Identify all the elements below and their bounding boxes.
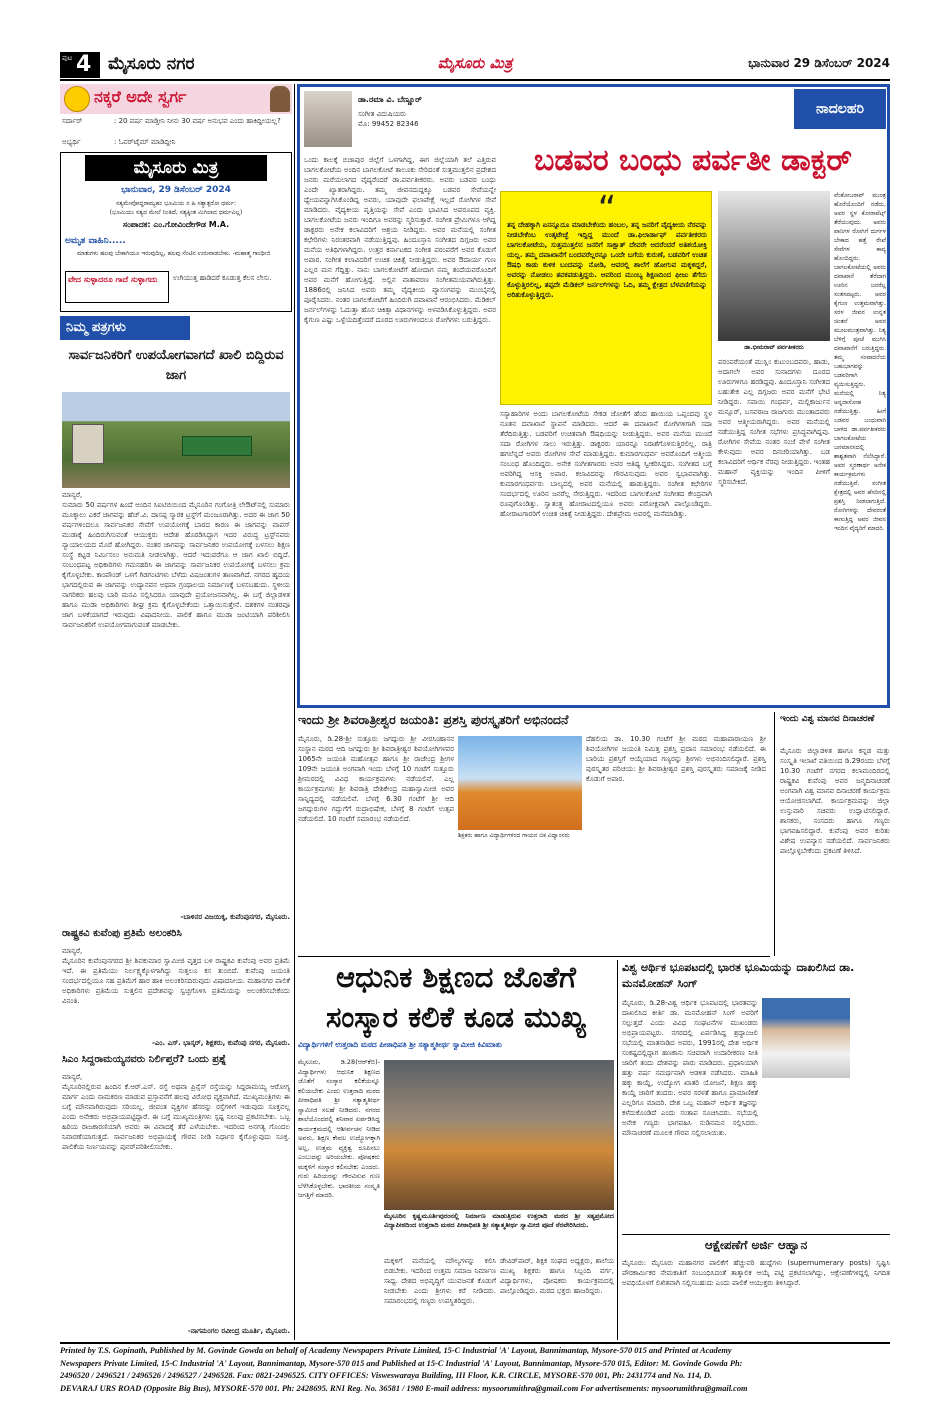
proverb-right: ಉಗಿಯುತ್ತ ಹಾಡಿದರೆ ಕೂಡುತ್ತ ಕೆಲಸ ಲೇಸು. <box>173 274 272 282</box>
editorial-box <box>60 152 292 312</box>
footer-rule <box>60 1342 890 1344</box>
objection-body: ಮೈಸೂರು: ಮೈಸೂರು ಮಹಾನಗರ ಪಾಲಿಕೆಗೆ ಹೆಚ್ಚುವರಿ ಹುದ್ದೆಗಳು (supernumerary posts) ಸೃಷ್ಟಿಸಿ ಪೌರಕಾರ್ಮಿಕರ ನೇಮಕಾತಿಗೆ ಸಂಬಂಧಿಸಿದಂತೆ ತಾತ್ಕಾಲಿಕ ಆಯ್ಕೆ ಪಟ್ಟಿ ಪ್ರಕಟಿಸಲಾಗಿದ್ದು, ಆಕ್ಷೇಪಣೆಗಳಿದ್ದಲ್ಲಿ ನಿಗದಿತ ಅವಧಿಯೊಳಗೆ ಲಿಖಿತವಾಗಿ ಸಲ್ಲಿಸಬಹುದು ಎಂದು ಪಾಲಿಕೆ ಆಯುಕ್ತರು ತಿಳಿಸಿದ್ದಾರೆ. <box>622 1259 890 1287</box>
shivaratri-image-caption: ಶಿಕ್ಷಕರು ಹಾಗೂ ವಿದ್ಯಾರ್ಥಿಗಳಿಂದ ಗಾಯನ ಬಿಕ ವಿದ್ವಾಂಸರು <box>458 832 570 839</box>
editorial-logo: ಮೈಸೂರು ಮಿತ್ರ <box>85 155 267 181</box>
amruta-text: ಮಾತುಗಳು ಹಲವು ಬೇಕಾಗಿಯೂ ಇರುವುದಿಲ್ಲ, ಹಲವು ಸೆಂಟಿನ ಉರುವಾಡಬೇಕು. -ಮಹಾತ್ಮ ಗಾಂಧೀಜಿ <box>77 250 271 257</box>
objection-headline: ಆಕ್ಷೇಪಣೆಗೆ ಅರ್ಜಿ ಆಹ್ವಾನ <box>704 1238 808 1252</box>
manava-day-headline: ಇಂದು ವಿಶ್ವ ಮಾನವ ದಿನಾಚರಣೆ <box>780 714 875 724</box>
masthead-rule <box>60 79 890 81</box>
letter2-body: ಮೈಸೂರಿನ ಕುವೆಂಪುನಗರದ ಶ್ರೀ ಶಿವಕುಮಾರ ಸ್ವಾಮೀಜಿ ವೃತ್ತದ ಬಳಿ ರಾಷ್ಟ್ರಕವಿ ಕುವೆಂಪು ಅವರ ಪ್ರತಿಮೆ ಇದೆ. ಈ ಪ್ರತಿಮೆಯು ನಿರ್ಲಕ್ಷ್ಯಕ್ಕೊಳಗಾಗಿದ್ದು ಸುತ್ತಲೂ ಕಸ ತುಂಬಿದೆ. ಕುವೆಂಪು ಜಯಂತಿ ಸಂದರ್ಭದಲ್ಲಿಯೂ ಸಹ ಪ್ರತಿಮೆಗೆ ಹಾರ ಹಾಕಿ ಅಲಂಕರಿಸದಿರುವುದು ವಿಷಾದನೀಯ. ಮಹಾನಗರ ಪಾಲಿಕೆ ಅಧಿಕಾರಿಗಳು ಪ್ರತಿಮೆಯ ಸುತ್ತಲಿನ ಪ್ರದೇಶವನ್ನು ಸ್ವಚ್ಛಗೊಳಿಸಿ ಪ್ರತಿಮೆಯನ್ನು ಅಲಂಕರಿಸಬೇಕೆಂದು ವಿನಂತಿ. <box>62 957 290 1005</box>
lower-right-divider <box>617 960 618 1340</box>
manmohan-headline: ವಿಶ್ವ ಆರ್ಥಿಕ ಭೂಪಟದಲ್ಲಿ ಭಾರತ ಭೂಮಿಯನ್ನು ದಾಖಲಿಸಿದ ಡಾ. ಮನಮೋಹನ್ ಸಿಂಗ್ <box>622 961 855 990</box>
education-subhead: ವಿದ್ಯಾರ್ಥಿಗಳಿಗೆ ಉತ್ತರಾದಿ ಮಠದ ಪೀಠಾಧಿಪತಿ ಶ್ರೀ ಸತ್ಯಾತ್ಮತೀರ್ಥ ಸ್ವಾಮೀಜಿ ಕಿವಿಮಾತು <box>298 1040 502 1049</box>
feature-col4: ವೆಂಕೋಬರಾವ್ ಮುಂತ್ರ ಹೊರೆಯೊಂದಿಗೆ ನಡೆದು, ಅವರ ಸ್ಥಳ ಕೋರಾಪೆಟ್ಸ್ ತೆರೆಯುವುದು. ಅವರು ಪಾನಿಗಳ ರೋಗಿಗೆ ದುರ್ಗಳ ಬೇಕಾದ ಹತ್ತೆ ರೇಖೆ ಸೇವೆಗಳ ಕಾವ್ಯ ಹೊಂದಿದ್ದರು. ಬಾಗಲಕೋಟೆಯಲ್ಲಿ ಅವರು ದವಾಖಾನೆ ತೆರೆದಾಗ ಊರಿನ ಜನರೆಲ್ಲ ಸಂತಸಪಟ್ಟರು. ಅವರ ಕೈಗುಣ ಉತ್ತಮವಾಗಿತ್ತು. ಸರಳ ಜೀವನ ಉನ್ನತ ಚಿಂತನೆ ಅವರ ಮೂಲಮಂತ್ರವಾಗಿತ್ತು. ನಿತ್ಯ ಬೆಳಿಗ್ಗೆ ಪೂಜೆ ಮುಗಿಸಿ ದವಾಖಾನೆಗೆ ಬರುತ್ತಿದ್ದರು. ತಮ್ಮ ಸಂಪಾದನೆಯ ಬಹುಭಾಗವನ್ನು ಬಡವರಿಗಾಗಿ ವ್ಯಯಿಸುತ್ತಿದ್ದರು. ಮನೆಯಲ್ಲಿ ನಿತ್ಯ ಅನ್ನದಾಸೋಹ ನಡೆಯುತ್ತಿತ್ತು. ಹೀಗೆ ಬಡವರ ಬಂಧುವಾಗಿ ಬಾಳಿದ ಡಾ.ಪರ್ವತೀಕರರು ಬಾಗಲಕೋಟೆಯ ಜನಮಾನಸದಲ್ಲಿ ಶಾಶ್ವತವಾಗಿ ನೆಲೆಸಿದ್ದಾರೆ. ಅವರ ಸ್ಮರಣಾರ್ಥ ಅನೇಕ ಕಾರ್ಯಕ್ರಮಗಳು ನಡೆಯುತ್ತಿವೆ. ಸಂಗೀತ ಕ್ಷೇತ್ರದಲ್ಲಿ ಅವರ ಹೆಸರಿನಲ್ಲಿ ಪ್ರಶಸ್ತಿ ನೀಡಲಾಗುತ್ತಿದೆ. ರೋಗಿಗಳನ್ನು ದೇವರಂತೆ ಕಾಣುತ್ತಿದ್ದ ಅವರ ಜೀವನ ಇಂದಿನ ವೈದ್ಯರಿಗೆ ಮಾದರಿ. <box>834 192 886 532</box>
letter3-body: ಮೈಸೂರಿನಲ್ಲಿರುವ ಹಿಂದಿನ ಕೆ.ಆರ್.ಎಸ್. ರಸ್ತೆ ಅಥವಾ ಪ್ರಿನ್ಸೆಸ್ ರಸ್ತೆಯನ್ನು ಸಿದ್ದರಾಮಯ್ಯ ಆರೋಗ್ಯ ಮಾರ್ಗ ಎಂದು ನಾಮಕರಣ ಮಾಡುವ ಪ್ರಸ್ತಾವನೆಗೆ ಹಲವು ವಿರೋಧ ವ್ಯಕ್ತವಾಗಿದೆ. ಮುಖ್ಯಮಂತ್ರಿಗಳು ಈ ಬಗ್ಗೆ ಮೌನವಾಗಿರುವುದು ಸರಿಯಲ್ಲ. ಜೀವಂತ ವ್ಯಕ್ತಿಗಳ ಹೆಸರನ್ನು ರಸ್ತೆಗಳಿಗೆ ಇಡುವುದು ಸೂಕ್ತವಲ್ಲ ಎಂದು ಅನೇಕರು ಅಭಿಪ್ರಾಯಪಟ್ಟಿದ್ದಾರೆ. ಈ ಬಗ್ಗೆ ಮುಖ್ಯಮಂತ್ರಿಗಳು ಸ್ಪಷ್ಟ ನಿಲುವು ಪ್ರಕಟಿಸಬೇಕು. ಒಬ್ಬ ಹಿರಿಯ ರಾಜಕಾರಣಿಯಾಗಿ ಅವರು ಈ ವಿವಾದಕ್ಕೆ ತೆರೆ ಎಳೆಯಬೇಕು. ಇದರಿಂದ ಅನಗತ್ಯ ಗೊಂದಲ ನಿವಾರಣೆಯಾಗುತ್ತದೆ. ಸಾರ್ವಜನಿಕರ ಅಭಿಪ್ರಾಯಕ್ಕೆ ಗೌರವ ನೀಡಿ ನಿರ್ಧಾರ ಕೈಗೊಳ್ಳುವುದು ಸೂಕ್ತ. ಪಾಲಿಕೆಯ ನಿರ್ಣಯವನ್ನು ಪುನರ್‌ಪರಿಶೀಲಿಸಬೇಕು. <box>62 1083 290 1151</box>
imprint-line-1: Printed by T.S. Gopinath, Published by M. Govinde Gowda on behalf of Academy Newspapers Private Limited, 15-C Industrial 'A' Layout, Bannimantap, Mysore-570 015 and Printed at Academy <box>60 1346 732 1355</box>
page-label: ಪುಟ <box>62 54 73 62</box>
vacant-land-photo <box>62 392 290 488</box>
humor-title: ನಕ್ಕರೆ ಅದೇ ಸ್ವರ್ಗ <box>94 87 187 106</box>
imprint-line-2: Newspapers Private Limited, 15-C Industrial 'A' Layout, Bannimantap, Mysore-570 015 and Published at 15-C Industrial 'A' Layout, Bannimantap, Mysore-570 015, Editor: M. Govinde Gowda Ph: <box>60 1358 743 1368</box>
feature-col2: ಸಸ್ಯಾಹಾರಿಗಳ ಅಂದು ಬಾಗಲಕೋಟೆಯ ಸೇಕಡ ಜೋತೆಗೆ ಹೆಂದ ಹಾಯಿಯ ಒಪ್ಪಂದವು ಸ್ಥಳ ನೂತನ ದವಾಖಾನೆ ಸ್ಥಾಪನೆ ಮಾಡಿದರು. ಆದರೆ ಈ ದವಾಖಾನೆ ರೋಗಿಗಳಿಗಾಗಿ ಸದಾ ತೆರೆದಿರುತ್ತಿತ್ತು. ಬಡವರಿಗೆ ಉಚಿತವಾಗಿ ಔಷಧಿಯನ್ನು ನೀಡುತ್ತಿದ್ದರು. ಅವರ ಮನೆಯ ಮುಂದೆ ಸದಾ ರೋಗಿಗಳ ಸಾಲು ಇರುತ್ತಿತ್ತು. ಡಾಕ್ಟರರು ಯಾರನ್ನೂ ನಿರಾಶೆಗೊಳಿಸುತ್ತಿರಲಿಲ್ಲ. ರಾತ್ರಿ ಹಗಲೆನ್ನದೆ ಅವರು ರೋಗಿಗಳ ಸೇವೆ ಮಾಡುತ್ತಿದ್ದರು. ಕುಮಾರಗಂಧರ್ವ ಅವರೊಂದಿಗೆ ಆತ್ಮೀಯ ಸಂಬಂಧ ಹೊಂದಿದ್ದರು. ಅನೇಕ ಸಂಗೀತಗಾರರು ಅವರ ಆತಿಥ್ಯ ಸ್ವೀಕರಿಸಿದ್ದರು. ಸಂಗೀತದ ಬಗ್ಗೆ ಅವರಿಗಿದ್ದ ಆಸಕ್ತಿ ಅಪಾರ. ಕಲಾವಿದರನ್ನು ಗೌರವಿಸುವುದು ಅವರ ಸ್ವಭಾವವಾಗಿತ್ತು. ಕುಮಾರಗಂಧರ್ವರು ಬಾಲ್ಯದಲ್ಲಿ ಅವರ ಮನೆಯಲ್ಲಿ ಹಾಡುತ್ತಿದ್ದರು. ಸಂಗೀತ ಕಛೇರಿಗಳ ಸಂದರ್ಭದಲ್ಲಿ ಊರಿನ ಜನರೆಲ್ಲ ಸೇರುತ್ತಿದ್ದರು. ಇದರಿಂದ ಬಾಗಲಕೋಟೆ ಸಂಗೀತದ ಕೇಂದ್ರವಾಗಿ ರೂಪುಗೊಂಡಿತ್ತು. ಸ್ವಾತಂತ್ರ್ಯ ಹೋರಾಟದಲ್ಲಿಯೂ ಅವರು ಪರೋಕ್ಷವಾಗಿ ಪಾಲ್ಗೊಂಡಿದ್ದರು. ಹೋರಾಟಗಾರರಿಗೆ ಉಚಿತ ಚಿಕಿತ್ಸೆ ನೀಡುತ್ತಿದ್ದರು. ದೇಶಪ್ರೇಮ ಅವರಲ್ಲಿ ಮನೆಮಾಡಿತ್ತು. <box>500 410 712 518</box>
imprint-line-3: 2496520 / 2496521 / 2496526 / 2496527 / 2496528. Fax: 0821-2496525. CITY OFFICES: Visweswaraya Building, III Floor, K.R. CIRCLE, MYSORE-570 001, Ph: 2431774 and No. 114, D. <box>60 1371 712 1380</box>
letter2-title: ರಾಷ್ಟ್ರಕವಿ ಕುವೆಂಪು ಪ್ರತಿಮೆ ಅಲಂಕರಿಸಿ <box>62 928 182 939</box>
quote-mark-icon: “ <box>597 192 617 216</box>
proverb-left: ವೇದ ಸುಳ್ಳಾದರೂ ಗಾದೆ ಸುಳ್ಳಾಗದು <box>65 271 169 303</box>
letter1-signature: -ಬಾಳಿನರ ವಿಜಯಿಕ್ಕ, ಕುವೆಂಪುನಗರ, ಮೈಸೂರು. <box>180 913 290 921</box>
shivaratri-headline: ಇಂದು ಶ್ರೀ ಶಿವರಾತ್ರೀಶ್ವರ ಜಯಂತಿ: ಪ್ರಶಸ್ತಿ ಪುರಸ್ಕೃತರಿಗೆ ಅಭಿನಂದನೆ <box>298 712 569 727</box>
humor-answer-label: ಅಭ್ಯರ್ಥಿ <box>62 138 81 146</box>
shivaratri-bottom-rule <box>298 956 770 957</box>
letter3-salutation: ಮಾನ್ಯರೆ, <box>62 1073 83 1081</box>
editorial-motto: ಸತ್ಯಮೇವೋದ್ಧರಾಮ್ಯಹಂ ಭೂಮಿಯ ನ ಹಿ ಸತ್ಯಾತ್ಪರೋ ಧರ್ಮ: <box>115 200 237 207</box>
letter2-signature: -ಎಂ. ಎಸ್. ಭಾಸ್ಕರ್, ಶಿಕ್ಷಕರು, ಕುವೆಂಪು ನಗರ, ಮೈಸೂರು. <box>152 1039 290 1047</box>
education-headline-line1: ಆಧುನಿಕ ಶಿಕ್ಷಣದ ಜೊತೆಗೆ <box>336 960 576 994</box>
letter1-body: ಸುಮಾರು 50 ವರ್ಷಗಳ ಹಿಂದೆ ಅಂದಿನ ಸಿಐಟಿಬಿಯಿಂದ ಮೈಸೂರಿನ ಗಂಗೋತ್ರಿ ಲೇಔಟ್‌ನಲ್ಲಿ ಸುಮಾರು ಮೂಕ್ಕಾಲು ಎಕರೆ ಜಾಗವನ್ನು ಹೆಚ್.ವಿ. ದಾಸಪ್ಪ ಸ್ಮಾರಕ ಟ್ರಸ್ಟ್‌ಗೆ ಮಂಜೂರಾಗಿತ್ತು. ಅದರ ಈ ಜಾಗ 50 ವರ್ಷಗಳಿಂದಲೂ ಸಾರ್ವಜನಿಕರ ಸೇವೆಗೆ ಉಪಯೋಗಕ್ಕೆ ಬಾರದ ಕಾರಣ ಈ ಜಾಗವನ್ನು ವಾಪಸ್ ಮುಡಾಕ್ಕೆ ಹಿಂದಿರುಗಿಸುವಂತೆ ಆಯುಕ್ತರು ಆದೇಶ ಹೊರಡಿಸಿದ್ದಾಗ ಇದರ ವಿರುದ್ಧ ಟ್ರಸ್ಟ್‌ನವರು ನ್ಯಾಯಾಲಯದ ಮೊರೆ ಹೋಗಿದ್ದರು. ನಂತರ ಜಾಗವನ್ನು ಸಾರ್ವಜನಿಕರ ಉಪಯೋಗಕ್ಕೆ ಬಳಸಲು ಶಿಕ್ಷಣ ಸಂಸ್ಥೆ ಕಟ್ಟಡ ನಿರ್ಮಿಸಲು ಅನುಮತಿ ನೀಡಲಾಗಿತ್ತು. ಆದರೆ ಇದುವರೆಗೂ ಆ ಜಾಗ ಖಾಲಿ ಬಿದ್ದಿದೆ. ಸಂಬಂಧಪಟ್ಟ ಅಧಿಕಾರಿಗಳು ಗಮನಹರಿಸಿ ಈ ಜಾಗವನ್ನು ಸಾರ್ವಜನಿಕರ ಉಪಯೋಗಕ್ಕೆ ಬಳಸಲು ಕ್ರಮ ಕೈಗೊಳ್ಳಬೇಕು. ಕಾಂಪೌಂಡ್ ಒಳಗೆ ಗಿಡಗಂಟಿಗಳು ಬೆಳೆದು ವಿಷಜಂತುಗಳ ತಾಣವಾಗಿದೆ. ನಗರದ ಹೃದಯ ಭಾಗದಲ್ಲಿರುವ ಈ ಜಾಗವನ್ನು ಉದ್ಯಾನವನ ಅಥವಾ ಗ್ರಂಥಾಲಯ ನಿರ್ಮಾಣಕ್ಕೆ ಬಳಸಬಹುದು. ಸ್ಥಳೀಯ ನಾಗರಿಕರು ಹಲವು ಬಾರಿ ಮನವಿ ಸಲ್ಲಿಸಿದರೂ ಯಾವುದೇ ಪ್ರಯೋಜನವಾಗಿಲ್ಲ. ಈ ಬಗ್ಗೆ ಜಿಲ್ಲಾಡಳಿತ ಹಾಗೂ ಮುಡಾ ಅಧಿಕಾರಿಗಳು ಶೀಘ್ರ ಕ್ರಮ ಕೈಗೊಳ್ಳಬೇಕೆಂದು ಒತ್ತಾಯಿಸುತ್ತೇನೆ. ದಶಕಗಳ ನಂತರವೂ ಜಾಗ ಬಳಕೆಯಾಗದೆ ಇರುವುದು ವಿಷಾದನೀಯ. ಪಾಲಿಕೆ ಹಾಗೂ ಮುಡಾ ಜಂಟಿಯಾಗಿ ಪರಿಶೀಲಿಸಿ ಸಾರ್ವಜನಿಕರಿಗೆ ಉಪಯೋಗವಾಗುವಂತೆ ಮಾಡಬೇಕು. <box>62 501 290 629</box>
manmohan-bottom-rule <box>622 1234 890 1235</box>
education-col2: ಮಕ್ಕಳಿಗೆ ಮನೆಯಲ್ಲಿ ಮೌಲ್ಯಗಳನ್ನು ಕಲಿಸಿ ಬಿಡಬೇಕು. ಇದರಿಂದ ಉತ್ತಮ ಸಮಾಜ ನಿರ್ಮಾಣ ಸಾಧ್ಯ. ದೇಶದ ಅಭಿವೃದ್ಧಿಗೆ ಯುವಜನತೆ ಕೊಡುಗೆ ನೀಡಬೇಕು ಎಂದು ಶ್ರೀಗಳು ಕರೆ ನೀಡಿದರು. ಸಮಾರಂಭದಲ್ಲಿ ಗಣ್ಯರು ಉಪಸ್ಥಿತರಿದ್ದರು. <box>384 1257 496 1305</box>
imprint-line-4: DEVARAJ URS ROAD (Opposite Big Bus), MYSORE-570 001. Ph: 2428695. RNI Reg. No. 36581 / 1980 E-mail address: mysoorumithra@gmail.com For advertisements: mysoorumithra@gmail.com <box>60 1383 748 1393</box>
education-headline-line2: ಸಂಸ್ಕಾರ ಕಲಿಕೆ ಕೂಡ ಮುಖ್ಯ <box>326 1000 586 1034</box>
humor-question-text: : 20 ವರ್ಷ ಮಾಡ್ತೀನಿ ನೀನು 30 ವರ್ಷ ಅನುಭವ ಎಂದು ಹಾಕಿದ್ದೀಯಲ್ಲ? <box>114 117 281 125</box>
humor-banner <box>60 84 292 114</box>
letter3-signature: -ನಾಗಮಂಗಲ ರವೀಂದ್ರ ಮೂರ್ತಿ, ಮೈಸೂರು. <box>187 1327 290 1335</box>
manmohan-singh-photo <box>762 998 850 1078</box>
author-name: ಡಾ.ರಮಾ ವಿ. ಬೆಣ್ಣೂರ್ <box>358 95 422 104</box>
swamiji-pooja-photo <box>384 1060 614 1210</box>
education-col1: ಮೈಸೂರು, ಡಿ.28(ಆರ್‌ಕೆಬಿ)- ವಿದ್ಯಾರ್ಥಿಗಳು ಆಧುನಿಕ ಶಿಕ್ಷಣದ ಜೊತೆಗೆ ಸಂಸ್ಕಾರ ಕಲಿಕೆಯನ್ನೂ ಕಲಿಯಬೇಕು ಎಂದು ಉತ್ತರಾದಿ ಮಠದ ಪೀಠಾಧಿಪತಿ ಶ್ರೀ ಸತ್ಯಾತ್ಮತೀರ್ಥ ಸ್ವಾಮೀಜಿ ಸಲಹೆ ನೀಡಿದರು. ನಗರದ ಶಾಲೆಯೊಂದರಲ್ಲಿ ಶನಿವಾರ ಏರ್ಪಡಿಸಿದ್ದ ಕಾರ್ಯಕ್ರಮದಲ್ಲಿ ಆಶೀರ್ವಚನ ನೀಡಿದ ಅವರು, ಶಿಕ್ಷಣ ಕೇವಲ ಉದ್ಯೋಗಕ್ಕಾಗಿ ಅಲ್ಲ, ಉತ್ತಮ ವ್ಯಕ್ತಿತ್ವ ರೂಪಿಸಲು ಎಂಬುದನ್ನು ಅರಿಯಬೇಕು. ಪೋಷಕರು ಮಕ್ಕಳಿಗೆ ಸಂಸ್ಕಾರ ಕಲಿಸಬೇಕು ಎಂದರು. ಗುರು ಹಿರಿಯರನ್ನು ಗೌರವಿಸುವ ಗುಣ ಬೆಳೆಸಿಕೊಳ್ಳಬೇಕು. ಭಾರತೀಯ ಸಂಸ್ಕೃತಿ ಜಗತ್ತಿಗೆ ಮಾದರಿ. <box>298 1058 380 1199</box>
education-col3: ಡೇವಿಡ್‌ಪಾರ್, ಶಿಕ್ಷಕ ಸಂಘದ ಅಧ್ಯಕ್ಷರು, ಶಾಲೆಯ ಮುಖ್ಯ ಶಿಕ್ಷಕರು ಹಾಗೂ ಸಿಬ್ಬಂದಿ ವರ್ಗ, ವಿದ್ಯಾರ್ಥಿಗಳು, ಪೋಷಕರು ಕಾರ್ಯಕ್ರಮದಲ್ಲಿ ಪಾಲ್ಗೊಂಡಿದ್ದರು. ಮಠದ ಭಕ್ತರು ಹಾಜರಿದ್ದರು. <box>500 1257 614 1295</box>
humor-box <box>60 84 292 150</box>
letters-title: ನಿಮ್ಮ ಪತ್ರಗಳು <box>60 316 190 340</box>
feature-col1: ಒಂದು ಕಾಲಕ್ಕೆ ಬಿಜಾಪುರ ಜಿಲ್ಲೆಗೆ ಒಳಗಾಗಿದ್ದ, ಈಗ ಜಿಲ್ಲೆಯಾಗಿ ತಲೆ ಎತ್ತಿರುವ ಬಾಗಲಕೋಟೆಯ ಅಂದಿನ ಬಾಗಲಕೋಟೆ ತಾಲೂಕು ಸೇರಿದಂತೆ ಸುತ್ತಮುತ್ತಲಿನ ಪ್ರದೇಶದ ಜನರು ಮರೆಯಲಾಗದ ವೈದ್ಯರೆಂದರೆ ಡಾ.ಪರ್ವತೀಕರರು. ಅವರು ಬಡವರ ಬಂಧು ಎಂದೇ ಖ್ಯಾತರಾಗಿದ್ದರು. ತಮ್ಮ ಜೀವನದುದ್ದಕ್ಕೂ ಬಡವರ ಸೇವೆಯನ್ನೇ ಧ್ಯೇಯವನ್ನಾಗಿಸಿಕೊಂಡಿದ್ದ ಅವರು, ಯಾವುದೇ ಫಲಾಪೇಕ್ಷೆ ಇಲ್ಲದೆ ರೋಗಿಗಳ ಸೇವೆ ಮಾಡಿದರು. ವೈದ್ಯಕೀಯ ವೃತ್ತಿಯನ್ನು ಸೇವೆ ಎಂದು ಭಾವಿಸಿದ ಅಪರೂಪದ ವ್ಯಕ್ತಿ. ಬಾಗಲಕೋಟೆಯ ಜನರು ಇಂದಿಗೂ ಅವರನ್ನು ಸ್ಮರಿಸುತ್ತಾರೆ. ಸಂಗೀತ ಪ್ರೇಮಿಗಳೂ ಆಗಿದ್ದ ಡಾಕ್ಟರರು ಅನೇಕ ಕಲಾವಿದರಿಗೆ ಆಶ್ರಯ ನೀಡಿದ್ದರು. ಅವರ ಮನೆಯಲ್ಲಿ ಸಂಗೀತ ಕಛೇರಿಗಳು ನಿರಂತರವಾಗಿ ನಡೆಯುತ್ತಿದ್ದವು. ಹಿಂದೂಸ್ತಾನಿ ಸಂಗೀತದ ದಿಗ್ಗಜರು ಅವರ ಮನೆಯ ಅತಿಥಿಗಳಾಗಿದ್ದರು. ಉತ್ತರ ಕರ್ನಾಟಕದ ಸಂಗೀತ ಪರಂಪರೆಗೆ ಅವರ ಕೊಡುಗೆ ಅಪಾರ. ಸಂಗೀತ ಕಲಾವಿದರಿಗೆ ಉಚಿತ ಚಿಕಿತ್ಸೆ ನೀಡುತ್ತಿದ್ದರು. ಅವರ ಔದಾರ್ಯ ಗುಣ ಎಲ್ಲರ ಮನ ಗೆದ್ದಿತ್ತು. ನಾನು ಬಾಗಲಕೋಟೆಗೆ ಹೋದಾಗ ನಮ್ಮ ತಂದೆಯವರೊಂದಿಗೆ ಅವರ ಮನೆಗೆ ಹೋಗುತ್ತಿದ್ದೆ. ಅಲ್ಲಿನ ವಾತಾವರಣ ಸಂಗೀತಮಯವಾಗಿರುತ್ತಿತ್ತು. 1886ರಲ್ಲಿ ಜನಿಸಿದ ಅವರು ತಮ್ಮ ವೈದ್ಯಕೀಯ ವ್ಯಾಸಂಗವನ್ನು ಮುಂಬೈನಲ್ಲಿ ಪೂರೈಸಿದರು. ನಂತರ ಬಾಗಲಕೋಟೆಗೆ ಹಿಂದಿರುಗಿ ದವಾಖಾನೆ ಆರಂಭಿಸಿದರು. ಮೆಡಿಕಲ್ ಜರ್ನಲ್‌ಗಳನ್ನು ಓದುತ್ತಾ ಹೊಸ ಚಿಕಿತ್ಸಾ ವಿಧಾನಗಳನ್ನು ಅಳವಡಿಸಿಕೊಳ್ಳುತ್ತಿದ್ದರು. ಅವರ ಕೈಗುಣ ಎಷ್ಟು ಒಳ್ಳೆಯದಿತ್ತೆಂದರೆ ದೂರದ ಊರುಗಳಿಂದಲೂ ರೋಗಿಗಳು ಬರುತ್ತಿದ್ದರು. <box>304 156 496 324</box>
author-photo <box>304 91 352 147</box>
education-photo-caption: ಮೈಸೂರಿನ ಕೃಷ್ಣಮೂರ್ತಿಪುರಂನಲ್ಲಿ ನಿರ್ಮಾಣ ಮಾಡುತ್ತಿರುವ ಉತ್ತರಾದಿ ಮಠದ ಶ್ರೀ ಸತ್ಯಪ್ರಮೋದ ವಿದ್ಯಾಪೀಠದಿಂದ ಉತ್ತರಾದಿ ಮಠದ ಪೀಠಾಧಿಪತಿ ಶ್ರೀ ಸತ್ಯಾತ್ಮತೀರ್ಥ ಸ್ವಾಮೀಜಿ ಪೂಜೆ ನೆರವೇರಿಸಿದರು. <box>384 1212 614 1229</box>
letter1-title: ಸಾರ್ವಜನಿಕರಿಗೆ ಉಪಯೋಗವಾಗದೆ ಖಾಲಿ ಬಿದ್ದಿರುವ ಜಾಗ <box>68 348 284 383</box>
feature-headline: ಬಡವರ ಬಂಧು ಪರ್ವತೀ ಡಾಕ್ಟರ್ <box>534 143 852 178</box>
masthead-date: ಭಾನುವಾರ 29 ಡಿಸೆಂಬರ್ 2024 <box>748 56 890 70</box>
manmohan-body: ಮೈಸೂರು, ಡಿ.28-ವಿಶ್ವ ಆರ್ಥಿಕ ಭೂಪಟದಲ್ಲಿ ಭಾರತವನ್ನು ದಾಖಲಿಸಿದ ಕೀರ್ತಿ ಡಾ. ಮನಮೋಹನ್ ಸಿಂಗ್ ಅವರಿಗೆ ಸಲ್ಲುತ್ತದೆ ಎಂದು ವಿವಿಧ ಸಂಘಟನೆಗಳ ಮುಖಂಡರು ಅಭಿಪ್ರಾಯಪಟ್ಟರು. ನಗರದಲ್ಲಿ ಏರ್ಪಡಿಸಿದ್ದ ಶ್ರದ್ಧಾಂಜಲಿ ಸಭೆಯಲ್ಲಿ ಮಾತನಾಡಿದ ಅವರು, 1991ರಲ್ಲಿ ದೇಶ ಆರ್ಥಿಕ ಸಂಕಷ್ಟದಲ್ಲಿದ್ದಾಗ ಹಣಕಾಸು ಸಚಿವರಾಗಿ ಉದಾರೀಕರಣ ನೀತಿ ಜಾರಿಗೆ ತಂದು ದೇಶವನ್ನು ಪಾರು ಮಾಡಿದರು. ಪ್ರಧಾನಿಯಾಗಿ ಹತ್ತು ವರ್ಷ ಸಮರ್ಥವಾಗಿ ಆಡಳಿತ ನಡೆಸಿದರು. ಮಾಹಿತಿ ಹಕ್ಕು ಕಾಯ್ದೆ, ಉದ್ಯೋಗ ಖಾತರಿ ಯೋಜನೆ, ಶಿಕ್ಷಣ ಹಕ್ಕು ಕಾಯ್ದೆ ಜಾರಿಗೆ ತಂದರು. ಅವರ ಸರಳತೆ ಹಾಗೂ ಪ್ರಾಮಾಣಿಕತೆ ಎಲ್ಲರಿಗೂ ಮಾದರಿ. ದೇಶ ಒಬ್ಬ ಮಹಾನ್ ಆರ್ಥಿಕ ತಜ್ಞನನ್ನು ಕಳೆದುಕೊಂಡಿದೆ ಎಂದು ಸಂತಾಪ ಸೂಚಿಸಿದರು. ಸಭೆಯಲ್ಲಿ ಅನೇಕ ಗಣ್ಯರು ಭಾಗವಹಿಸಿ ನುಡಿನಮನ ಸಲ್ಲಿಸಿದರು. ಮೌನಾಚರಣೆ ಮೂಲಕ ಗೌರವ ಸಲ್ಲಿಸಲಾಯಿತು. <box>622 999 758 1137</box>
right-column-divider <box>774 712 775 956</box>
letters-header <box>60 316 292 342</box>
page-number-badge <box>60 52 100 78</box>
letter1-salutation: ಮಾನ್ಯರೆ, <box>62 491 83 499</box>
feature-col3: ಪರಂಪರೆಯಂತೆ ಮುಸ್ಲಿಂ ಕುಟುಂಬದವರು, ಹಾಡು, ಅದಾಗಲೇ ಅವರ ಸುನಾದಗಳು ದೂರದ ಊರುಗಳಿಗೂ ಹರಡಿದ್ದವು. ಹಿಂದೂಸ್ತಾನಿ ಸಂಗೀತದ ಬಹುತೇಕ ಎಲ್ಲ ದಿಗ್ಗಜರು ಅವರ ಮನೆಗೆ ಭೇಟಿ ನೀಡಿದ್ದರು. ಸವಾಯಿ ಗಂಧರ್ವ, ಮಲ್ಲಿಕಾರ್ಜುನ ಮನ್ಸೂರ್, ಬಸವರಾಜ ರಾಜಗುರು ಮುಂತಾದವರು ಅವರ ಆತ್ಮೀಯರಾಗಿದ್ದರು. ಅವರ ಮನೆಯಲ್ಲಿ ನಡೆಯುತ್ತಿದ್ದ ಸಂಗೀತ ಸಭೆಗಳು ಪ್ರಸಿದ್ಧವಾಗಿದ್ದವು. ರೋಗಿಗಳ ಸೇವೆಯ ನಂತರ ಸಂಜೆ ವೇಳೆ ಸಂಗೀತ ಕೇಳುವುದು ಅವರ ದಿನಚರಿಯಾಗಿತ್ತು. ಬಡ ಕಲಾವಿದರಿಗೆ ಆರ್ಥಿಕ ನೆರವು ನೀಡುತ್ತಿದ್ದರು. ಇಂತಹ ಮಹಾನ್ ವ್ಯಕ್ತಿಯನ್ನು ಇಂದಿನ ಪೀಳಿಗೆ ಸ್ಮರಿಸಬೇಕಿದೆ. <box>718 358 830 486</box>
laughing-face-icon <box>64 86 90 112</box>
shivaratri-col1: ಮೈಸೂರು, ಡಿ.28-ಶ್ರೀ ಸುತ್ತೂರು ಜಗದ್ಗುರು ಶ್ರೀ ವೀರಸಿಂಹಾಸನ ಸಂಸ್ಥಾನ ಮಠದ ಆದಿ ಜಗದ್ಗುರು ಶ್ರೀ ಶಿವರಾತ್ರೀಶ್ವರ ಶಿವಯೋಗಿಗಳವರ 1065ನೇ ಜಯಂತಿ ಮಹೋತ್ಸವ ಹಾಗೂ ಶ್ರೀ ರಾಜೇಂದ್ರ ಶ್ರೀಗಳ 109ನೇ ಜಯಂತಿ ಅಂಗವಾಗಿ ಇಂದು ಬೆಳಗ್ಗೆ 10 ಗಂಟೆಗೆ ಸುತ್ತೂರು ಶ್ರೀಮಠದಲ್ಲಿ ವಿವಿಧ ಕಾರ್ಯಕ್ರಮಗಳು ನಡೆಯಲಿವೆ. ಎಲ್ಲ ಕಾರ್ಯಕ್ರಮಗಳು ಶ್ರೀ ಶಿವರಾತ್ರಿ ದೇಶಿಕೇಂದ್ರ ಮಹಾಸ್ವಾಮೀಜಿ ಅವರ ಸಾನ್ನಿಧ್ಯದಲ್ಲಿ ನಡೆಯಲಿವೆ. ಬೆಳಗ್ಗೆ 6.30 ಗಂಟೆಗೆ ಶ್ರೀ ಆದಿ ಜಗದ್ಗುರುಗಳ ಗದ್ದುಗೆಗೆ ರುದ್ರಾಭಿಷೇಕ, ಬೆಳಗ್ಗೆ 8 ಗಂಟೆಗೆ ಉತ್ಸವ ನಡೆಯಲಿದೆ. 10 ಗಂಟೆಗೆ ಸಮಾರಂಭ ನಡೆಯಲಿದೆ. <box>298 735 454 823</box>
author-phone: ಮೊ: 99452 82346 <box>358 120 419 128</box>
shivaratri-col2: ದೆಹಲಿಯ ಡಾ. 10.30 ಗಂಟೆಗೆ ಶ್ರೀ ಮಠದ ಮಹಾಪಾರಾಯಣ ಶ್ರೀ ಶಿವಯೋಗಿಗಳ ಜಯಂತಿ ನಿಮಿತ್ತ ಪ್ರಶಸ್ತಿ ಪ್ರದಾನ ಸಮಾರಂಭ ನಡೆಯಲಿದೆ. ಈ ಬಾರಿಯ ಪ್ರಶಸ್ತಿಗೆ ಆಯ್ಕೆಯಾದ ಗಣ್ಯರನ್ನು ಶ್ರೀಗಳು ಅಭಿನಂದಿಸಲಿದ್ದಾರೆ. ಪ್ರಶಸ್ತಿ ಪುರಸ್ಕೃತರ ಪರಿಚಯ: ಶ್ರೀ ಶಿವರಾತ್ರೀಶ್ವರ ಪ್ರಶಸ್ತಿ ಪುರಸ್ಕೃತರು ಸಮಾಜಕ್ಕೆ ನೀಡಿದ ಕೊಡುಗೆ ಅಪಾರ. <box>586 735 766 783</box>
manava-day-body: ಮೈಸೂರು ಜಿಲ್ಲಾಡಳಿತ ಹಾಗೂ ಕನ್ನಡ ಮತ್ತು ಸಂಸ್ಕೃತಿ ಇಲಾಖೆ ವತಿಯಿಂದ ಡಿ.29ರಂದು ಬೆಳಗ್ಗೆ 10.30 ಗಂಟೆಗೆ ನಗರದ ಕಲಾಮಂದಿರದಲ್ಲಿ ರಾಷ್ಟ್ರಕವಿ ಕುವೆಂಪು ಅವರ ಜನ್ಮದಿನಾಚರಣೆ ಅಂಗವಾಗಿ ವಿಶ್ವ ಮಾನವ ದಿನಾಚರಣೆ ಕಾರ್ಯಕ್ರಮ ಆಯೋಜಿಸಲಾಗಿದೆ. ಕಾರ್ಯಕ್ರಮವನ್ನು ಜಿಲ್ಲಾ ಉಸ್ತುವಾರಿ ಸಚಿವರು ಉದ್ಘಾಟಿಸಲಿದ್ದಾರೆ. ಶಾಸಕರು, ಸಂಸದರು ಹಾಗೂ ಗಣ್ಯರು ಭಾಗವಹಿಸಲಿದ್ದಾರೆ. ಕುವೆಂಪು ಅವರ ಕುರಿತು ವಿಶೇಷ ಉಪನ್ಯಾಸ ನಡೆಯಲಿದೆ. ಸಾರ್ವಜನಿಕರು ಪಾಲ್ಗೊಳ್ಳಬೇಕೆಂದು ಪ್ರಕಟಣೆ ತಿಳಿಸಿದೆ. <box>780 747 890 855</box>
page-number: 4 <box>76 52 92 77</box>
masthead-paper-name: ಮೈಸೂರು ಮಿತ್ರ <box>437 54 513 72</box>
pull-quote-text: ತನ್ನ ದೇಹಕ್ಕಾಗಿ ಏನನ್ನೂದೂ ಮಾಡಬೇಕೆಂದು ಹಂಬಲ, ತನ್ನ ಜನರಿಗೆ ವೈದ್ಯಕೀಯ ನೆರವನ್ನು ನೀಡಬೇಕೆಂಬ ಉತ್ಕಟೇಚ್ಛೆ ಇದ್ದಿದ್ದ ಮುಂದೆ ಡಾ.ಫಿಲಾರ್ಡಾಫ್ ಪರ್ವತೀಕರರು ಬಾಗಲಕೋಟೆಯ, ಸುತ್ತಮುತ್ತಲಿನ ಜನರಿಗೆ ಸಾಕ್ಷಾತ್ ದೇವರೇ ಆದರೆಂದರೆ ಅತಿಶಯೋಕ್ತಿ ಯಲ್ಲ. ತಮ್ಮ ದವಾಖಾನೆಗೆ ಬಂದವರೆಲ್ಲರನ್ನೂ ಒಂದೇ ಬಗೆಯ ಕುರುಣೆ, ಬಡವರಿಗೆ ಉಚಿತ ಔಷಧಿ ಕಾಡು ಕುಳಿಕ ಬಂದವನ್ನು ನೋಡಿ, ಆವರಲ್ಲಿ ಶಾಲೆಗೆ ಹೋಗುವ ಮಕ್ಕಳಿದ್ದರೆ, ಅವರನ್ನು ನೋಡಲು ತವಕಪಡುತ್ತಿದ್ದರು. ಆವರಿಂದ ಮುಂಬ್ಯ ಶಿಕ್ಷಣದಿಂದ ಫೀಜು ತೆಗೆದು ಕೊಳ್ಳುತ್ತಿರಲಿಲ್ಲ, ತಪ್ಪದೇ ಮೆಡಿಕಲ್ ಜರ್ನಲ್‌ಗಳನ್ನು ಓದಿ, ತಮ್ಮ ಕ್ಷೇತ್ರದ ಬೆಳವಣಿಗೆಯನ್ನು ಅರಿತುಕೊಳ್ಳುತ್ತಿದ್ದರು. <box>507 221 707 299</box>
doctor-portrait-caption: ಡಾ.ಭೀಮರಾವ್ ಪರ್ವತೀಕರರು <box>744 344 804 351</box>
author-role: ಸಂಗೀತ ವಿದುಷಿಯರು <box>358 110 407 118</box>
editorial-editor-line: ಸಂಪಾದಕ: ಎಂ.ಗೋವಿಂದೇಗೌಡ M.A. <box>122 220 230 229</box>
editorial-motto-translation: (ಭೂಮಿಯು ಸತ್ಯದ ಮೇಲೆ ನಿಂತಿದೆ, ಸತ್ಯಕ್ಕಿಂತ ಮಿಗಿಲಾದ ಧರ್ಮವಿಲ್ಲ) <box>109 209 243 216</box>
green-gate <box>182 436 252 456</box>
editorial-date: ಭಾನುವಾರ, 29 ಡಿಸೆಂಬರ್ 2024 <box>121 185 231 195</box>
naadalahari-frame <box>297 84 890 708</box>
cartoon-figure-icon <box>270 86 290 112</box>
imprint-footer <box>60 1345 890 1405</box>
section-title: ಮೈಸೂರು ನಗರ <box>108 54 195 74</box>
letter2-salutation: ಮಾನ್ಯರೆ, <box>62 947 83 955</box>
shivayogi-painting <box>458 736 582 830</box>
left-column-divider <box>294 84 295 1340</box>
column-name-banner: ನಾದಲಹರಿ <box>794 89 886 129</box>
humor-answer-text: : ಓವರ್‌ಟೈಮ್ ಮಾಡಿದ್ದೀನಿ <box>114 138 176 146</box>
gate-structure <box>72 424 104 464</box>
amruta-title: ಅಮೃತ ವಾಹಿನಿ..... <box>65 236 126 246</box>
doctor-portrait <box>718 191 830 341</box>
letter3-title: ಸಿಎಂ ಸಿದ್ದರಾಮಯ್ಯನವರು ನಿರ್ಲಿಪ್ತರೆ? ಒಂದು ಪ್ರಶ್ನೆ <box>62 1054 227 1065</box>
pull-quote-box <box>500 191 712 405</box>
humor-question-label: ಸರ್ದಾರ್ <box>62 117 83 125</box>
